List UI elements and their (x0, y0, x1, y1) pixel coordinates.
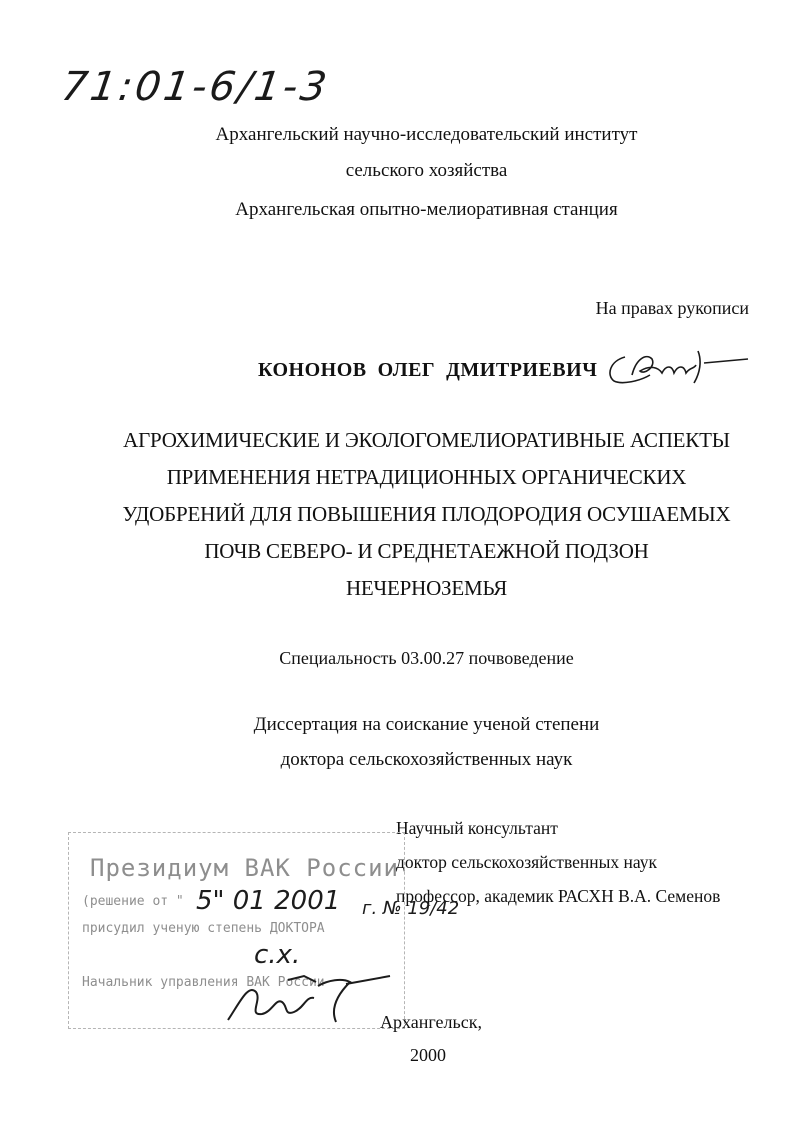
institution-line-2: сельского хозяйства (345, 160, 508, 181)
rights-note: На правах рукописи (595, 298, 749, 318)
handwritten-reference-code: 71:01-6/1-3 (58, 64, 333, 110)
stamp-decision-text: (решение от " (82, 894, 184, 909)
stamp-handwritten-field: с.х. (254, 940, 301, 970)
institution-line-3: Архангельская опытно-мелиоративная станция (235, 199, 618, 220)
stamp-awarded-text: присудил ученую степень ДОКТОРА (82, 921, 325, 936)
author-name: КОНОНОВ ОЛЕГ ДМИТРИЕВИЧ (258, 359, 598, 381)
consultant-degree: доктор сельскохозяйственных наук (396, 852, 657, 872)
consultant-label: Научный консультант (396, 818, 558, 838)
stamp-title: Президиум ВАК России (90, 854, 399, 882)
author-signature-icon (600, 345, 760, 395)
stamp-chief-text: Начальник управления ВАК России (82, 975, 325, 990)
dissertation-degree-line-1: Диссертация на соискание ученой степени (253, 714, 600, 735)
dissertation-title-line-1: АГРОХИМИЧЕСКИЕ И ЭКОЛОГОМЕЛИОРАТИВНЫЕ АСПЕКТЫ (123, 428, 730, 452)
stamp-handwritten-date: 5" 01 2001 (196, 886, 341, 916)
dissertation-title-line-4: ПОЧВ СЕВЕРО- И СРЕДНЕТАЕЖНОЙ ПОДЗОН (204, 539, 649, 563)
year: 2000 (410, 1045, 446, 1065)
stamp-handwritten-number: г. № 19/42 (362, 898, 460, 919)
city: Архангельск, (380, 1012, 482, 1032)
specialty-line: Специальность 03.00.27 почвоведение (279, 648, 574, 668)
dissertation-degree-line-2: доктора сельскохозяйственных наук (280, 749, 573, 770)
institution-line-1: Архангельский научно-исследовательский институт (215, 124, 638, 145)
dissertation-title-line-2: ПРИМЕНЕНИЯ НЕТРАДИЦИОННЫХ ОРГАНИЧЕСКИХ (166, 465, 687, 489)
consultant-name: профессор, академик РАСХН В.А. Семенов (396, 886, 721, 906)
dissertation-title-line-5: НЕЧЕРНОЗЕМЬЯ (345, 576, 508, 600)
dissertation-title-line-3: УДОБРЕНИЙ ДЛЯ ПОВЫШЕНИЯ ПЛОДОРОДИЯ ОСУШАЕМЫХ (122, 502, 731, 526)
